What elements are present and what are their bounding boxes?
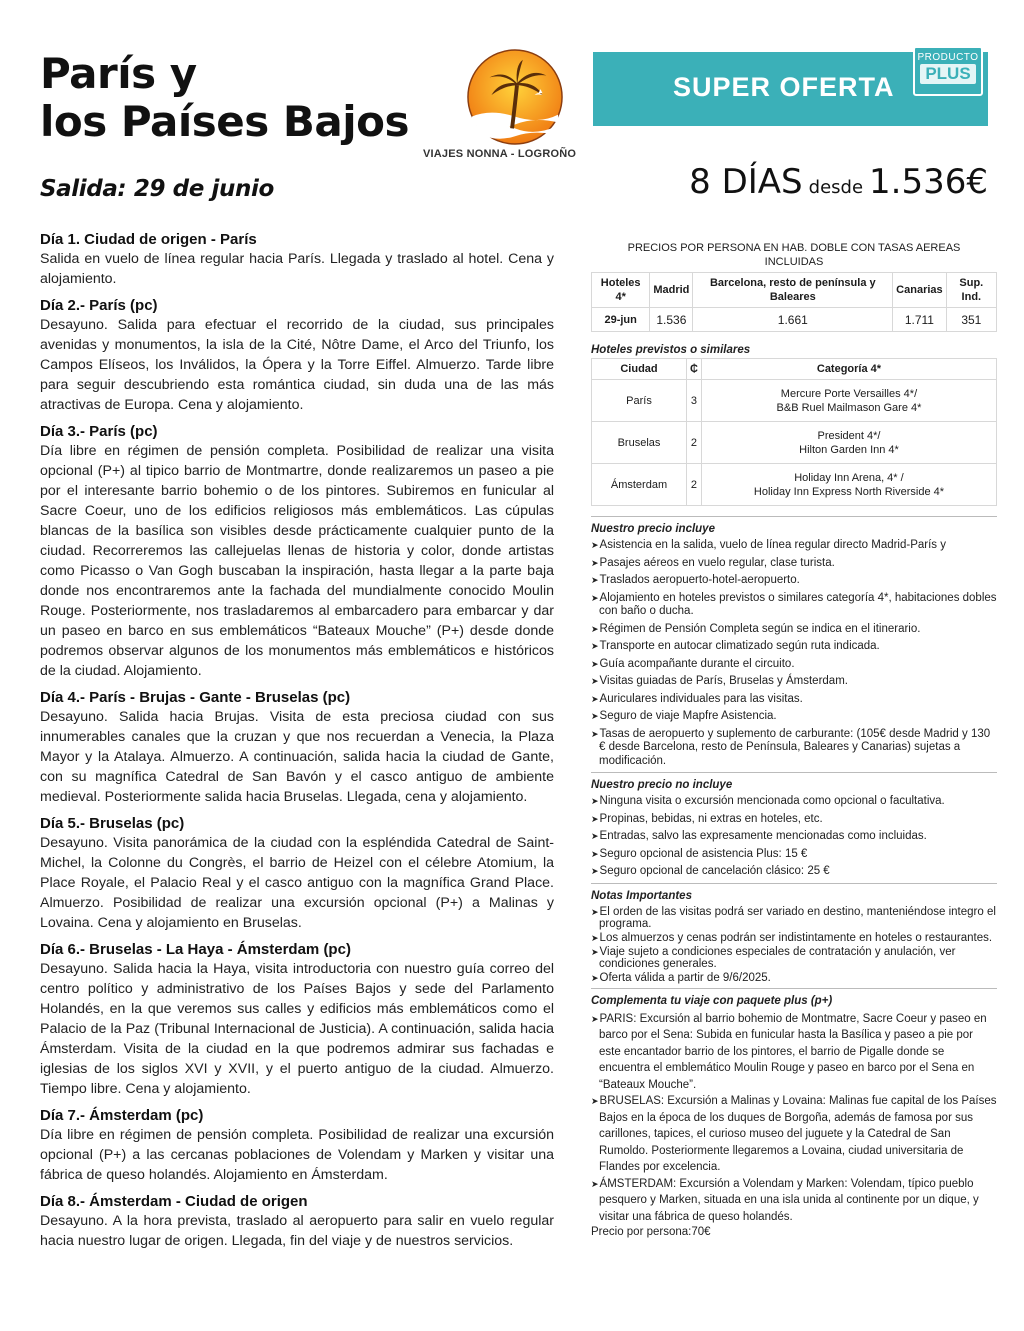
price-header: Madrid [650, 273, 693, 308]
list-item: ➤ Asistencia en la salida, vuelo de línea regular directo Madrid-París y [591, 539, 997, 553]
day-text: Salida en vuelo de línea regular hacia París. Llegada y traslado al hotel. Cena y alojamiento. [40, 251, 554, 287]
list-item: ➤ PARIS: Excursión al barrio bohemio de Montmatre, Sacre Coeur y paseo en barco por el Sena: Subida en funicular hasta la Basílica y paseo a pie por este encantador barrio de los pintores, el barrio de Pigalle donde se encuentra el emblemático Moulin Rouge y paseo en barco por el Sena en “Bateaux Mouche”. [591, 1011, 997, 1094]
hotel-city: Bruselas [592, 422, 687, 464]
details-column [591, 238, 997, 1238]
day-title: Día 1. Ciudad de origen - París [40, 231, 257, 248]
hotels-title: Hoteles previstos o similares [591, 344, 751, 356]
headline-price [689, 162, 988, 202]
list-item: ➤ Tasas de aeropuerto y suplemento de carburante: (105€ desde Madrid y 130 € desde Barcelona, resto de Península, Baleares y Canarias) sujetas a modificación. [591, 728, 997, 769]
itinerary [40, 230, 554, 1258]
hotel-nights: 2 [687, 464, 702, 506]
includes-title: Nuestro precio incluye [591, 523, 715, 535]
title-line-1: París y [40, 49, 197, 98]
day-text: Desayuno. Salida para efectuar el recorrido de la ciudad, sus principales avenidas y monumentos, la isla de la Cité, Nôtre Dame, el Arco del Triunfo, los Campos Elíseos, los Inválidos, la Ópera y la Torre Eiffel. Almuerzo. Tarde libre para seguir descubriendo esta romántica ciudad, sin duda una de las más atractivas de Europa. Cena y alojamiento. [40, 317, 554, 413]
itinerary-day [40, 814, 554, 933]
hotel-line: Mercure Porte Versailles 4*/ [780, 387, 918, 400]
divider [591, 516, 997, 517]
list-item: ➤ ÁMSTERDAM: Excursión a Volendam y Marken: Volendam, típico pueblo pesquero y Marken, situada en una isla unida al continente por un dique, y visitar una fábrica de queso holandés. [591, 1176, 997, 1226]
hotels-header: ₵ [687, 359, 702, 380]
plus-price: Precio por persona:70€ [591, 1226, 711, 1238]
trip-days: 8 DÍAS [689, 162, 803, 202]
price-cell: 1.661 [693, 308, 893, 332]
list-item: ➤ Traslados aeropuerto-hotel-aeropuerto. [591, 574, 997, 588]
price-cell-date: 29-jun [592, 308, 650, 332]
excludes-list [591, 795, 997, 879]
day-text: Desayuno. Salida hacia Brujas. Visita de esta preciosa ciudad con sus innumerables canales que la cruzan y que nos recuerdan a Venecia, la Plaza Mayor y la Atalaya. Almuerzo. A continuación, salida hacia la ciudad de Gante, con su magnífica Catedral de San Bavón y el casco antiguo de ambiente medieval. Posteriormente salida hacia Bruselas. Llegada, cena y alojamiento. [40, 709, 554, 805]
hotel-names [701, 422, 996, 464]
hotel-names [701, 380, 996, 422]
day-title: Día 4.- París - Brujas - Gante - Bruselas (pc) [40, 689, 351, 706]
day-text: Desayuno. Salida hacia la Haya, visita introductoria con nuestro guía correo del centro político y administrativo de los Países Bajos y sede del Parlamento Holandés, en la que veremos sus calles y edificios más emblemáticos como el Palacio de la Paz (Tribunal Internacional de Justicia). A continuación, salida hacia Ámsterdam. Visita de la ciudad en la que podremos admirar sus fachadas e iglesias de los siglos XVI y XVII, y el puerto antiguo de la ciudad. Almuerzo. Tiempo libre. Cena y alojamiento. [40, 961, 554, 1097]
badge-top-text: PRODUCTO [917, 52, 979, 63]
list-item: ➤ Alojamiento en hoteles previstos o similares categoría 4*, habitaciones dobles con baño o ducha. [591, 592, 997, 619]
hotels-table [591, 358, 997, 506]
hotel-names [701, 464, 996, 506]
list-item: ➤ Seguro de viaje Mapfre Asistencia. [591, 710, 997, 724]
offer-label: SUPER OFERTA [673, 72, 895, 102]
itinerary-day [40, 230, 554, 289]
hotels-header: Ciudad [592, 359, 687, 380]
list-item: ➤ Oferta válida a partir de 9/6/2025. [591, 972, 997, 984]
divider [591, 883, 997, 884]
departure-date: Salida: 29 de junio [40, 176, 274, 202]
itinerary-day [40, 1192, 554, 1251]
from-label: desde [808, 177, 864, 198]
hotels-header: Categoría 4* [701, 359, 996, 380]
plus-title: Complementa tu viaje con paquete plus (p+) [591, 994, 833, 1007]
price-amount: 1.536€ [869, 162, 988, 202]
day-text: Día libre en régimen de pensión completa. Posibilidad de realizar una excursión opcional (P+) a las cercanas poblaciones de Volendam y Marken y visitar una fábrica de queso holandés. Alojamiento en Ámsterdam. [40, 1127, 554, 1183]
hotel-line: Holiday Inn Arena, 4* / [794, 471, 904, 484]
day-title: Día 8.- Ámsterdam - Ciudad de origen [40, 1193, 308, 1210]
list-item: ➤ Viaje sujeto a condiciones especiales de contratación y anulación, ver condiciones generales. [591, 946, 997, 970]
day-title: Día 5.- Bruselas (pc) [40, 815, 185, 832]
day-title: Día 2.- París (pc) [40, 297, 158, 314]
price-cell: 351 [946, 308, 996, 332]
hotel-city: Ámsterdam [592, 464, 687, 506]
list-item: ➤ Visitas guiadas de París, Bruselas y Ámsterdam. [591, 675, 997, 689]
itinerary-day [40, 1106, 554, 1185]
itinerary-day [40, 940, 554, 1099]
agency-name: VIAJES NONNA - LOGROÑO [423, 148, 577, 160]
includes-list [591, 539, 997, 768]
hotel-line: B&B Ruel Mailmason Gare 4* [776, 401, 922, 414]
day-title: Día 7.- Ámsterdam (pc) [40, 1107, 204, 1124]
day-text: Desayuno. Visita panorámica de la ciudad con la espléndida Catedral de Saint-Michel, la Colonne du Congrès, el barrio de Heizel con el célebre Atomium, la Place Royale, el Palacio Real y el casco antiguo con la magnífica Grand Place. Almuerzo. Posibilidad de realizar una excursión opcional (P+) a Malinas y Lovaina. Cena y alojamiento en Bruselas. [40, 835, 554, 931]
hotel-line: President 4*/ [817, 429, 881, 442]
price-table [591, 238, 997, 332]
itinerary-day [40, 422, 554, 681]
list-item: ➤ Transporte en autocar climatizado según ruta indicada. [591, 640, 997, 654]
page-title [40, 50, 409, 146]
list-item: ➤ Ninguna visita o excursión mencionada como opcional o facultativa. [591, 795, 997, 809]
excludes-title: Nuestro precio no incluye [591, 779, 733, 791]
list-item: ➤ Los almuerzos y cenas podrán ser indistintamente en hoteles o restaurantes. [591, 932, 997, 944]
price-header: Sup. Ind. [946, 273, 996, 308]
notes-title: Notas Importantes [591, 889, 692, 902]
price-cell: 1.536 [650, 308, 693, 332]
list-item: ➤ Guía acompañante durante el circuito. [591, 658, 997, 672]
day-text: Desayuno. A la hora prevista, traslado al aeropuerto para salir en vuelo regular hacia nuestro lugar de origen. Llegada, fin del viaje y de nuestros servicios. [40, 1213, 554, 1249]
list-item: ➤ Seguro opcional de cancelación clásico: 25 € [591, 865, 997, 879]
itinerary-day [40, 296, 554, 415]
hotel-line: Holiday Inn Express North Riverside 4* [753, 485, 945, 498]
price-header: Barcelona, resto de península y Baleares [693, 273, 893, 308]
list-item: ➤ Régimen de Pensión Completa según se indica en el itinerario. [591, 623, 997, 637]
hotel-line: Hilton Garden Inn 4* [799, 443, 899, 456]
list-item: ➤ Pasajes aéreos en vuelo regular, clase turista. [591, 557, 997, 571]
title-line-2: los Países Bajos [40, 97, 409, 146]
day-title: Día 3.- París (pc) [40, 423, 158, 440]
itinerary-day [40, 688, 554, 807]
hotel-city: París [592, 380, 687, 422]
palm-tree-logo-icon [466, 48, 564, 146]
divider [591, 988, 997, 989]
plus-badge [913, 46, 983, 96]
price-cell: 1.711 [893, 308, 946, 332]
hotel-nights: 3 [687, 380, 702, 422]
list-item: ➤ BRUSELAS: Excursión a Malinas y Lovaina: Malinas fue capital de los Países Bajos en la época de los duques de Borgoña, además de famosa por sus carillones, tapices, el curioso museo del juguete y la Catedral de San Rumoldo. Posteriormente llegaremos a Lovaina, ciudad universitaria de Flandes por excelencia. [591, 1093, 997, 1176]
hotel-nights: 2 [687, 422, 702, 464]
day-text: Día libre en régimen de pensión completa. Posibilidad de realizar una visita opcional (P+) al tipico barrio de Montmartre, donde realizaremos un paseo a pie por el interesante barrio bohemio o de los pintores. Subiremos en funicular al Sacre Coeur, uno de los edificios religiosos más emblemáticos. Las cúpulas blancas de la basílica son visibles desde prácticamente cualquier punto de la ciudad. Recorreremos las callejuelas llenas de historia y color, donde artistas como Picasso o Van Gogh buscaban la inspiración, hasta llegar a la parte baja donde nos encontraremos ante la fachada del mundialmente conocido Moulin Rouge. Posteriormente, nos trasladaremos al embarcadero para embarcar y dar un paseo en barco en sus emblemáticos “Bateaux Mouche” (P+) desde donde podremos observar algunos de los monumentos más emblemáticos e históricos de la ciudad. Alojamiento. [40, 443, 554, 679]
notes-list [591, 906, 997, 984]
plus-list [591, 1011, 997, 1226]
list-item: ➤ Entradas, salvo las expresamente mencionadas como incluidas. [591, 830, 997, 844]
list-item: ➤ Auriculares individuales para las visitas. [591, 693, 997, 707]
price-table-caption: PRECIOS POR PERSONA EN HAB. DOBLE CON TASAS AEREAS INCLUIDAS [627, 242, 961, 268]
day-title: Día 6.- Bruselas - La Haya - Ámsterdam (pc) [40, 941, 351, 958]
price-header: Hoteles 4* [592, 273, 650, 308]
badge-main-text: PLUS [920, 64, 975, 84]
list-item: ➤ Seguro opcional de asistencia Plus: 15 € [591, 848, 997, 862]
list-item: ➤ El orden de las visitas podrá ser variado en destino, manteniéndose integro el programa. [591, 906, 997, 930]
list-item: ➤ Propinas, bebidas, ni extras en hoteles, etc. [591, 813, 997, 827]
divider [591, 772, 997, 773]
price-header: Canarias [893, 273, 946, 308]
